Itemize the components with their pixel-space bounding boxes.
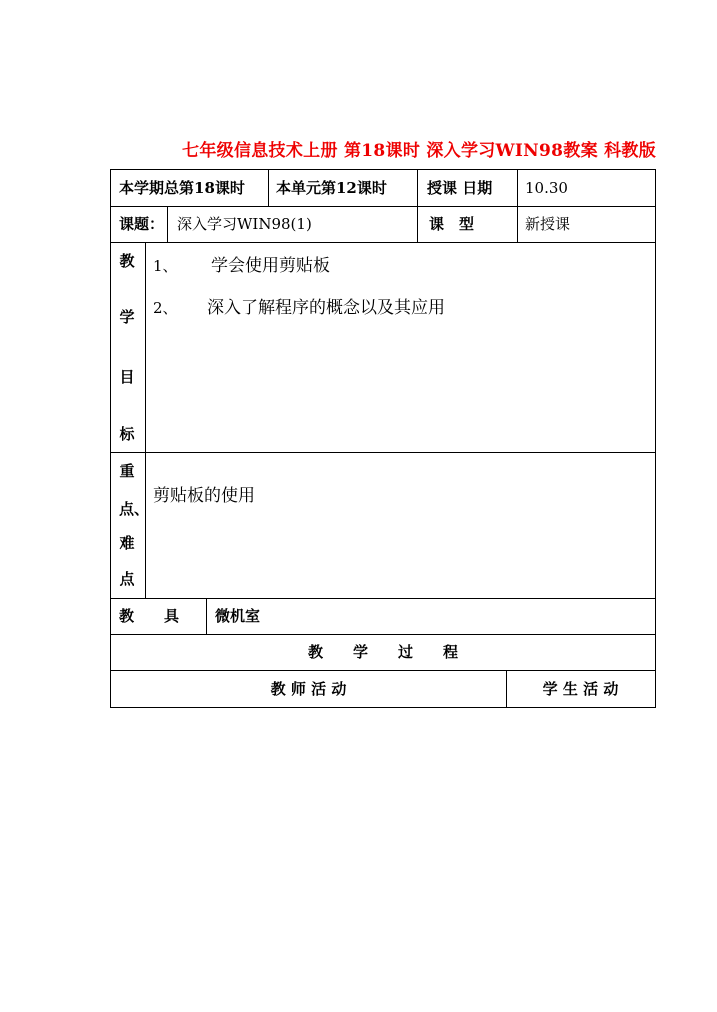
- lesson-plan-table: [110, 169, 656, 708]
- objectives-label: [117, 248, 137, 448]
- key-points-label: [117, 458, 150, 594]
- semester-lesson: 本学期总第18课时: [119, 179, 245, 197]
- objective-number: 2、: [153, 299, 178, 317]
- objectives-label-char: 教: [119, 252, 135, 270]
- key-points-content: 剪贴板的使用: [153, 486, 255, 506]
- document-title: 七年级信息技术上册 第18课时 深入学习WIN98教案 科教版: [182, 141, 656, 161]
- type-value: 新授课: [525, 215, 571, 233]
- row-divider: [111, 670, 655, 671]
- col-divider: [167, 206, 168, 242]
- date-label: 授课 日期: [427, 179, 493, 197]
- row-divider: [111, 598, 655, 599]
- process-heading: 教 学 过 程: [307, 643, 458, 661]
- objectives-label-char: 目: [119, 368, 135, 386]
- objective-text: 学会使用剪贴板: [211, 256, 330, 276]
- objectives-label-char: 学: [119, 308, 135, 326]
- teacher-activity-heading: 教 师 活 动: [270, 680, 347, 698]
- objective-number: 1、: [153, 257, 178, 275]
- row-divider: [111, 452, 655, 453]
- col-divider: [145, 242, 146, 598]
- row-divider: [111, 634, 655, 635]
- key-points-label-char: 点: [119, 570, 135, 588]
- row-divider: [111, 206, 655, 207]
- col-divider: [268, 170, 269, 206]
- topic-label: 课题：: [119, 215, 165, 233]
- row-divider: [111, 242, 655, 243]
- key-points-label-char: 难: [119, 534, 135, 552]
- date-value: 10.30: [525, 179, 568, 197]
- topic-value: 深入学习WIN98(1): [177, 215, 312, 233]
- student-activity-heading: 学 生 活 动: [542, 680, 619, 698]
- type-label: 课 型: [429, 215, 475, 233]
- unit-lesson: 本单元第12课时: [276, 179, 387, 197]
- key-points-label-char: 重: [119, 462, 135, 480]
- key-points-label-char: 点、: [119, 500, 150, 518]
- objective-text: 深入了解程序的概念以及其应用: [207, 298, 445, 318]
- col-divider: [517, 170, 518, 242]
- col-divider: [417, 170, 418, 242]
- tools-label: 教 具: [119, 607, 180, 625]
- tools-value: 微机室: [215, 607, 261, 625]
- objectives-label-char: 标: [119, 425, 135, 443]
- col-divider: [206, 598, 207, 634]
